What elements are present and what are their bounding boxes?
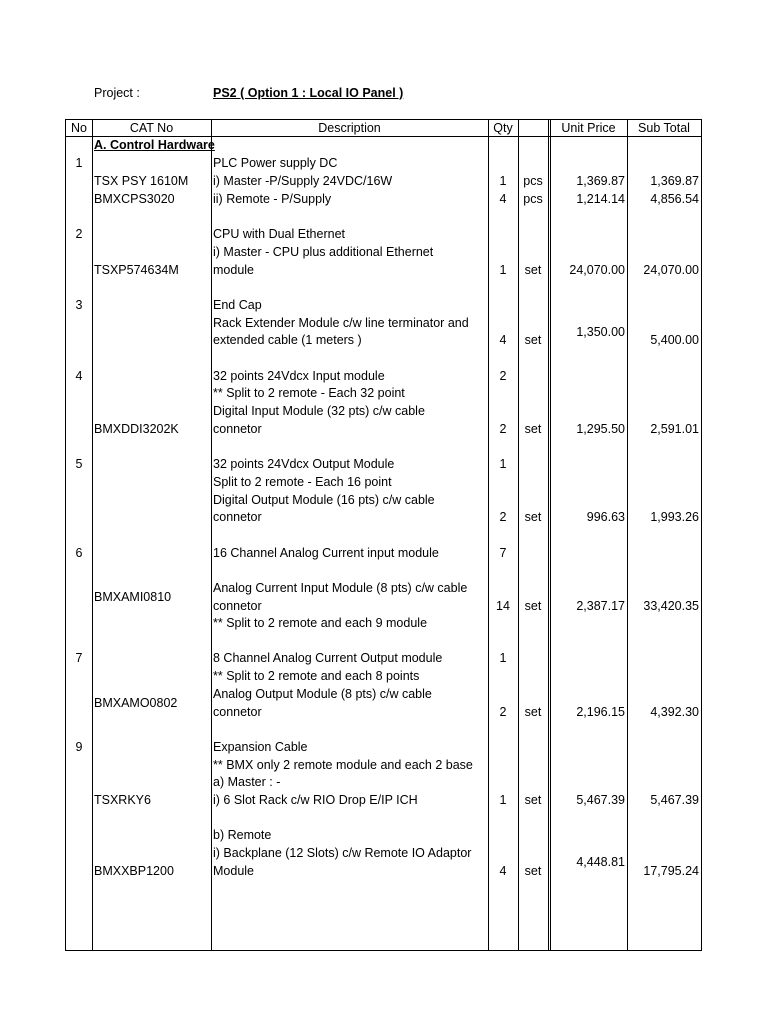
item-description: Split to 2 remote - Each 16 point — [213, 475, 392, 489]
unit-price: 1,369.87 — [576, 174, 625, 188]
sub-total: 33,420.35 — [643, 599, 699, 613]
unit-price: 2,387.17 — [576, 599, 625, 613]
item-description: 32 points 24Vdcx Output Module — [213, 457, 395, 471]
item-no: 3 — [75, 298, 83, 312]
item-description: PLC Power supply DC — [213, 156, 338, 170]
qty: 2 — [499, 510, 507, 524]
unit-price: 1,350.00 — [576, 325, 625, 339]
col-header-cat: CAT No — [129, 121, 174, 135]
unit: set — [524, 599, 542, 613]
unit-price: 1,295.50 — [576, 422, 625, 436]
qty: 1 — [499, 263, 507, 277]
unit-price: 2,196.15 — [576, 705, 625, 719]
unit-price: 24,070.00 — [569, 263, 625, 277]
unit: pcs — [523, 192, 543, 206]
unit-price: 4,448.81 — [576, 855, 625, 869]
unit: set — [524, 793, 542, 807]
unit-price: 1,214.14 — [576, 192, 625, 206]
unit: pcs — [523, 174, 543, 188]
sub-total: 1,993.26 — [650, 510, 699, 524]
col-header-unit-price: Unit Price — [561, 121, 616, 135]
item-description: extended cable (1 meters ) — [213, 333, 362, 347]
col-header-qty: Qty — [493, 121, 513, 135]
section-heading: A. Control Hardware — [94, 138, 215, 152]
cat-no: BMXAMO0802 — [94, 696, 178, 710]
col-header-no: No — [71, 121, 87, 135]
cat-no: BMXXBP1200 — [94, 864, 174, 878]
qty: 1 — [499, 651, 507, 665]
qty: 2 — [499, 705, 507, 719]
item-no: 9 — [75, 740, 83, 754]
cat-no: TSXRKY6 — [94, 793, 151, 807]
qty: 1 — [499, 457, 507, 471]
item-description: Digital Output Module (16 pts) c/w cable — [213, 493, 435, 507]
qty: 2 — [499, 369, 507, 383]
cat-no: TSX PSY 1610M — [94, 174, 189, 188]
item-no: 7 — [75, 651, 83, 665]
qty: 7 — [499, 546, 507, 560]
item-description: Module — [213, 864, 254, 878]
item-description: ** Split to 2 remote and each 9 module — [213, 616, 428, 630]
qty: 4 — [499, 333, 507, 347]
item-description: End Cap — [213, 298, 262, 312]
qty: 4 — [499, 192, 507, 206]
item-description: Analog Current Input Module (8 pts) c/w cable — [213, 581, 468, 595]
qty: 1 — [499, 793, 507, 807]
unit: set — [524, 705, 542, 719]
item-description: Analog Output Module (8 pts) c/w cable — [213, 687, 432, 701]
item-description: connetor — [213, 510, 262, 524]
cat-no: BMXDDI3202K — [94, 422, 179, 436]
item-description: module — [213, 263, 254, 277]
sub-total: 1,369.87 — [650, 174, 699, 188]
unit: set — [524, 422, 542, 436]
cat-no: BMXAMI0810 — [94, 590, 172, 604]
unit-price: 996.63 — [586, 510, 625, 524]
sub-total: 4,392.30 — [650, 705, 699, 719]
qty: 2 — [499, 422, 507, 436]
sub-total: 5,467.39 — [650, 793, 699, 807]
item-no: 2 — [75, 227, 83, 241]
item-description: CPU with Dual Ethernet — [213, 227, 346, 241]
unit-price: 5,467.39 — [576, 793, 625, 807]
cat-no: BMXCPS3020 — [94, 192, 175, 206]
cat-no: TSXP574634M — [94, 263, 179, 277]
qty: 1 — [499, 174, 507, 188]
item-description: i) 6 Slot Rack c/w RIO Drop E/IP ICH — [213, 793, 418, 807]
sub-total: 17,795.24 — [643, 864, 699, 878]
item-description: 8 Channel Analog Current Output module — [213, 651, 443, 665]
qty: 4 — [499, 864, 507, 878]
item-description: b) Remote — [213, 828, 272, 842]
col-header-sub-total: Sub Total — [638, 121, 690, 135]
sub-total: 4,856.54 — [650, 192, 699, 206]
col-header-desc: Description — [318, 121, 381, 135]
project-title: PS2 ( Option 1 : Local IO Panel ) — [213, 86, 404, 100]
unit: set — [524, 510, 542, 524]
item-description: i) Master - CPU plus additional Ethernet — [213, 245, 434, 259]
qty: 14 — [496, 599, 510, 613]
item-description: i) Master -P/Supply 24VDC/16W — [213, 174, 393, 188]
item-description: 32 points 24Vdcx Input module — [213, 369, 385, 383]
item-description: ii) Remote - P/Supply — [213, 192, 332, 206]
unit: set — [524, 864, 542, 878]
item-description: ** Split to 2 remote and each 8 points — [213, 669, 420, 683]
item-description: Expansion Cable — [213, 740, 308, 754]
item-description: connetor — [213, 599, 262, 613]
item-description: connetor — [213, 705, 262, 719]
item-description: connetor — [213, 422, 262, 436]
item-description: 16 Channel Analog Current input module — [213, 546, 439, 560]
sub-total: 24,070.00 — [643, 263, 699, 277]
item-description: ** Split to 2 remote - Each 32 point — [213, 386, 405, 400]
item-no: 5 — [75, 457, 83, 471]
item-description: i) Backplane (12 Slots) c/w Remote IO Adaptor — [213, 846, 472, 860]
sub-total: 2,591.01 — [650, 422, 699, 436]
unit: set — [524, 263, 542, 277]
item-description: Digital Input Module (32 pts) c/w cable — [213, 404, 425, 418]
item-description: a) Master : - — [213, 775, 281, 789]
project-label: Project : — [94, 86, 140, 100]
item-no: 4 — [75, 369, 83, 383]
sub-total: 5,400.00 — [650, 333, 699, 347]
item-no: 6 — [75, 546, 83, 560]
item-description: ** BMX only 2 remote module and each 2 base — [213, 758, 473, 772]
item-description: Rack Extender Module c/w line terminator and — [213, 316, 469, 330]
unit: set — [524, 333, 542, 347]
item-no: 1 — [75, 156, 83, 170]
